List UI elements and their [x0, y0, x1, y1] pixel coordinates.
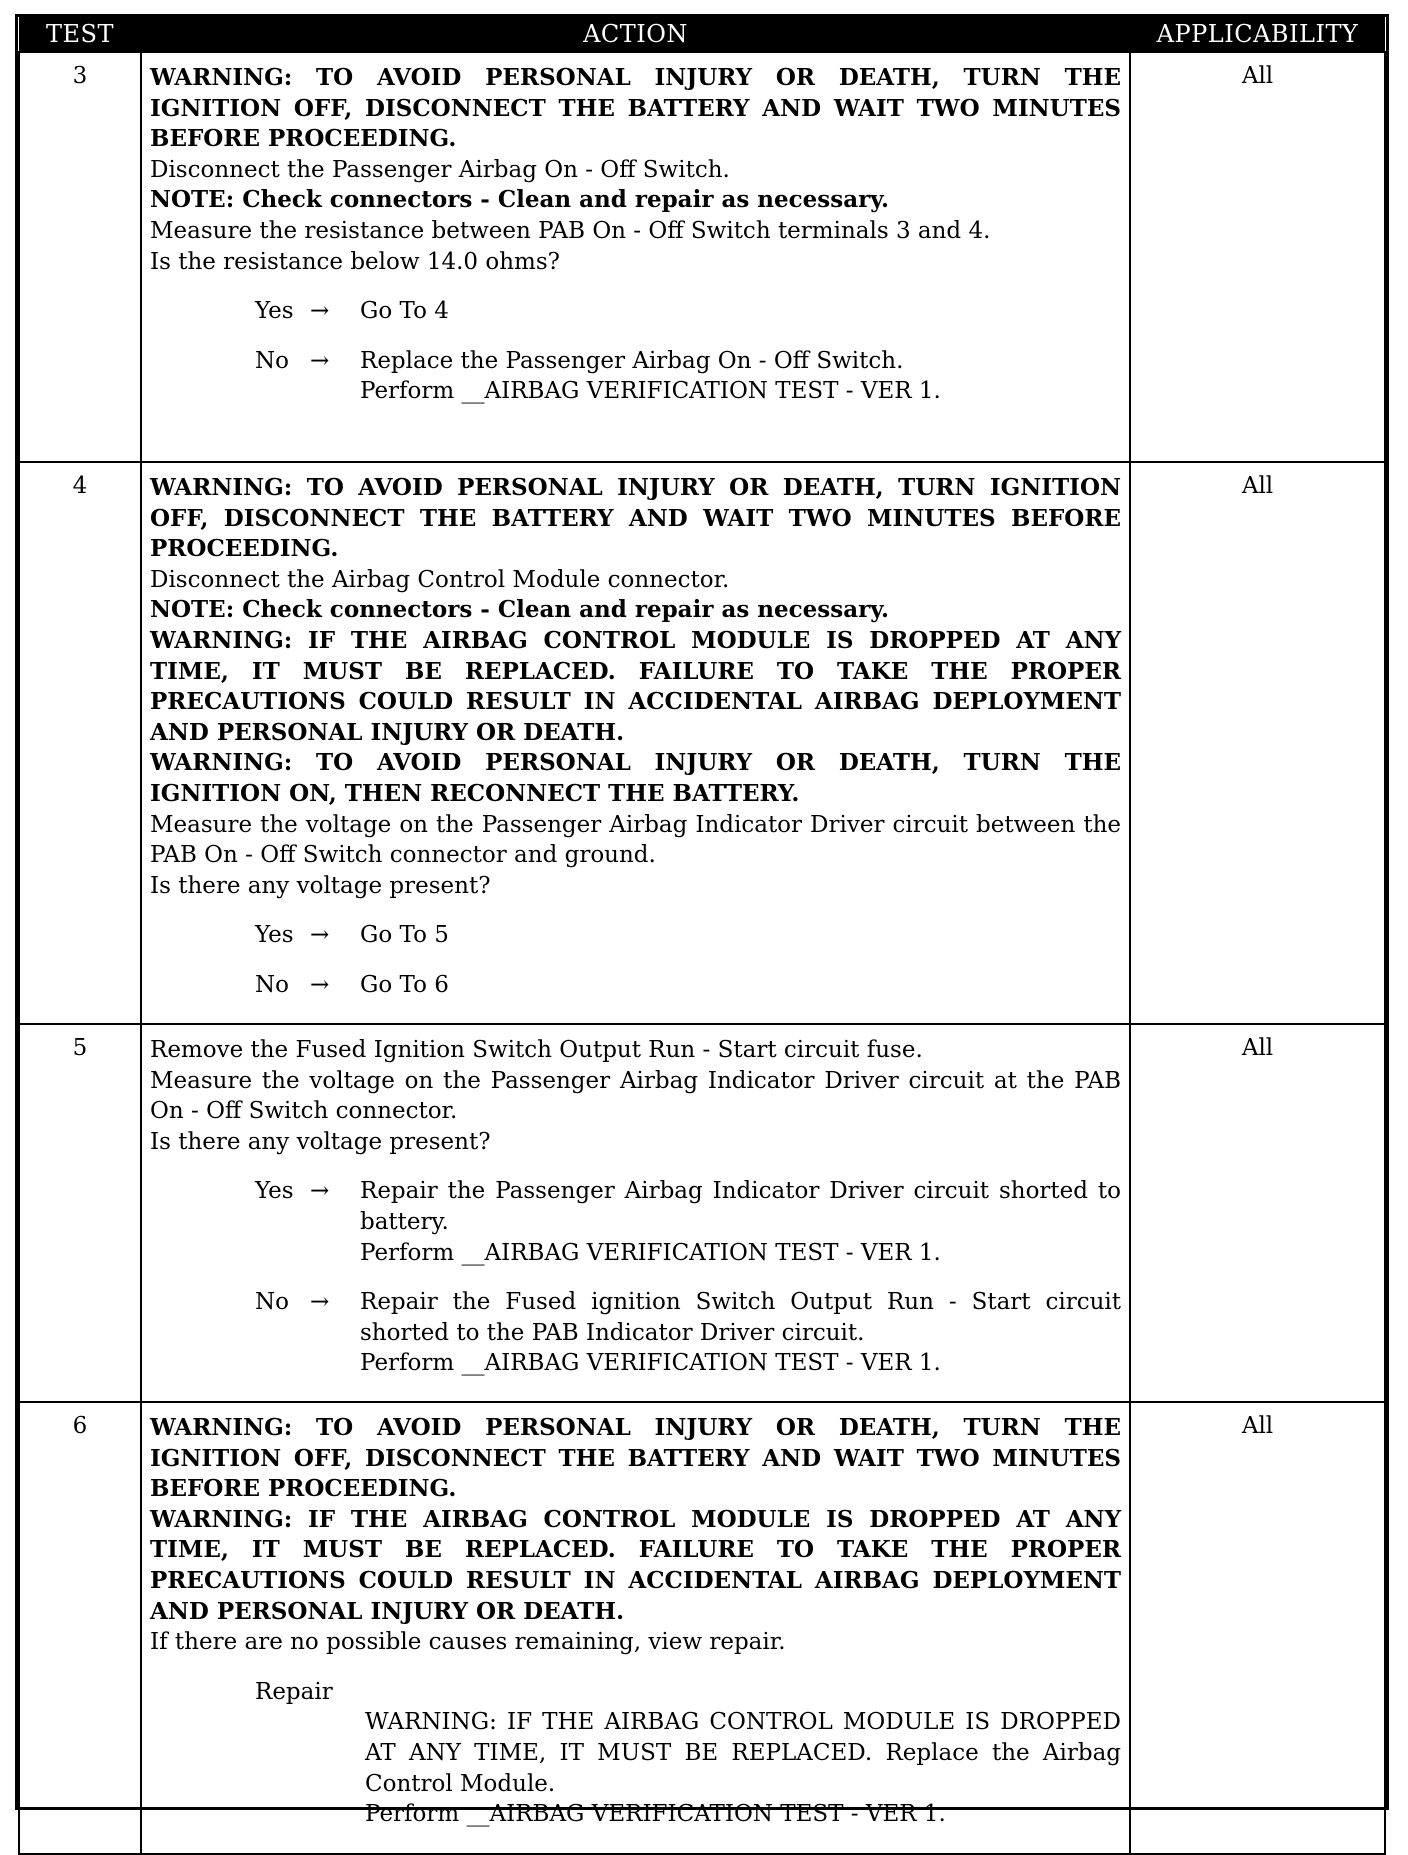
applicability: All	[1130, 462, 1385, 1024]
question-text: Is the resistance below 14.0 ohms?	[150, 248, 560, 275]
no-result	[360, 1287, 1121, 1379]
arrow-right-icon: →	[310, 347, 330, 374]
header-applicability: APPLICABILITY	[1130, 17, 1385, 52]
test-row-5	[19, 1024, 1385, 1402]
test-row-4	[19, 462, 1385, 1024]
question-text: Is there any voltage present?	[150, 872, 491, 899]
test-action	[141, 462, 1130, 1024]
test-number: 6	[19, 1402, 141, 1854]
instruction-text: If there are no possible causes remaining, view repair.	[150, 1629, 786, 1656]
diagnostic-test-table	[15, 14, 1389, 1828]
test-number: 3	[19, 52, 141, 462]
warning-text: WARNING: TO AVOID PERSONAL INJURY OR DEATH, TURN THE IGNITION OFF, DISCONNECT THE BATTERY AND WAIT TWO MINUTES BEFORE PROCEEDING.	[150, 1414, 1121, 1503]
arrow-right-icon: →	[310, 971, 330, 998]
test-row-3	[19, 52, 1385, 462]
applicability: All	[1130, 1402, 1385, 1854]
perform-text: Perform __AIRBAG VERIFICATION TEST - VER 1.	[360, 1350, 941, 1377]
instruction-text: Disconnect the Passenger Airbag On - Off Switch.	[150, 156, 730, 183]
yes-branch	[255, 296, 1121, 327]
arrow-right-icon: →	[310, 298, 330, 325]
yes-label: Yes	[255, 298, 294, 325]
instruction-text: Measure the resistance between PAB On - Off Switch terminals 3 and 4.	[150, 217, 991, 244]
yes-label: Yes	[255, 1178, 294, 1205]
question-text: Is there any voltage present?	[150, 1128, 491, 1155]
instruction-text: Disconnect the Airbag Control Module connector.	[150, 566, 730, 593]
repair-text: WARNING: IF THE AIRBAG CONTROL MODULE IS DROPPED AT ANY TIME, IT MUST BE REPLACED. Replace the Airbag Control Module.	[365, 1709, 1121, 1797]
arrow-right-icon: →	[310, 922, 330, 949]
warning-text: WARNING: TO AVOID PERSONAL INJURY OR DEATH, TURN THE IGNITION OFF, DISCONNECT THE BATTERY AND WAIT TWO MINUTES BEFORE PROCEEDING.	[150, 64, 1121, 153]
warning-text: WARNING: TO AVOID PERSONAL INJURY OR DEATH, TURN THE IGNITION ON, THEN RECONNECT THE BATTERY.	[150, 749, 1121, 807]
test-table	[18, 17, 1386, 1855]
arrow-right-icon: →	[310, 1289, 330, 1316]
note-text: NOTE: Check connectors - Clean and repair as necessary.	[150, 186, 889, 214]
test-number: 4	[19, 462, 141, 1024]
warning-text: WARNING: IF THE AIRBAG CONTROL MODULE IS DROPPED AT ANY TIME, IT MUST BE REPLACED. FAILURE TO TAKE THE PROPER PRECAUTIONS COULD RESULT IN ACCIDENTAL AIRBAG DEPLOYMENT AND PERSONAL INJURY OR DEATH.	[150, 1505, 1121, 1625]
test-row-6	[19, 1402, 1385, 1854]
header-test: TEST	[19, 17, 141, 52]
applicability: All	[1130, 52, 1385, 462]
yes-branch	[255, 1176, 1121, 1268]
warning-text: WARNING: TO AVOID PERSONAL INJURY OR DEATH, TURN IGNITION OFF, DISCONNECT THE BATTERY AND WAIT TWO MINUTES BEFORE PROCEEDING.	[150, 474, 1121, 563]
yes-result: Go To 4	[360, 298, 449, 325]
perform-text: Perform __AIRBAG VERIFICATION TEST - VER 1.	[360, 378, 941, 405]
no-branch	[255, 1287, 1121, 1379]
instruction-text: Measure the voltage on the Passenger Airbag Indicator Driver circuit between the PAB On - Off Switch connector and ground.	[150, 811, 1121, 869]
no-result	[360, 346, 1121, 407]
no-branch	[255, 346, 1121, 407]
no-branch	[255, 970, 1121, 1001]
test-number: 5	[19, 1024, 141, 1402]
no-result-text: Repair the Fused ignition Switch Output Run - Start circuit shorted to the PAB Indicator Driver circuit.	[360, 1289, 1121, 1346]
applicability: All	[1130, 1024, 1385, 1402]
arrow-right-icon: →	[310, 1178, 330, 1205]
yes-label: Yes	[255, 922, 294, 949]
repair-label: Repair	[255, 1678, 333, 1705]
instruction-text: Measure the voltage on the Passenger Airbag Indicator Driver circuit at the PAB On - Off Switch connector.	[150, 1067, 1121, 1125]
test-action	[141, 1402, 1130, 1854]
no-result: Go To 6	[360, 971, 449, 998]
header-row	[19, 17, 1385, 52]
yes-branch	[255, 920, 1121, 951]
test-action	[141, 1024, 1130, 1402]
warning-text: WARNING: IF THE AIRBAG CONTROL MODULE IS DROPPED AT ANY TIME, IT MUST BE REPLACED. FAILURE TO TAKE THE PROPER PRECAUTIONS COULD RESULT IN ACCIDENTAL AIRBAG DEPLOYMENT AND PERSONAL INJURY OR DEATH.	[150, 626, 1121, 746]
perform-text: Perform __AIRBAG VERIFICATION TEST - VER 1.	[360, 1239, 941, 1266]
perform-text: Perform __AIRBAG VERIFICATION TEST - VER 1.	[365, 1801, 946, 1828]
yes-result: Go To 5	[360, 922, 449, 949]
yes-result-text: Repair the Passenger Airbag Indicator Driver circuit shorted to battery.	[360, 1178, 1121, 1235]
no-label: No	[255, 347, 289, 374]
no-label: No	[255, 971, 289, 998]
no-result-text: Replace the Passenger Airbag On - Off Switch.	[360, 347, 904, 374]
yes-result	[360, 1176, 1121, 1268]
instruction-text: Remove the Fused Ignition Switch Output Run - Start circuit fuse.	[150, 1037, 923, 1063]
test-action	[141, 52, 1130, 462]
note-text: NOTE: Check connectors - Clean and repair as necessary.	[150, 596, 889, 624]
header-action: ACTION	[141, 17, 1130, 52]
no-label: No	[255, 1289, 289, 1316]
